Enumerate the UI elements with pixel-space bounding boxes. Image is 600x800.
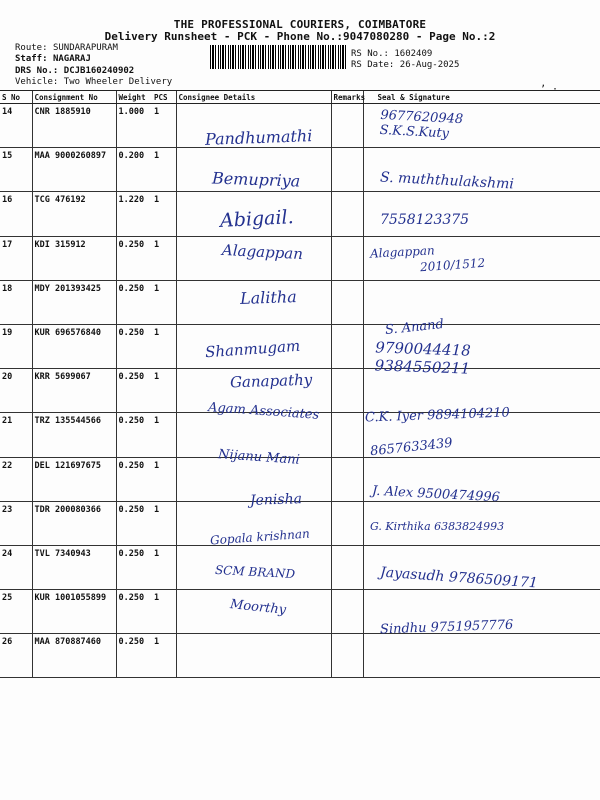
consignee-handwritten-name: Jenisha (249, 491, 303, 509)
col-consignment: Consignment No (32, 91, 116, 104)
consignee-handwritten-name: Gopala krishnan (209, 526, 311, 548)
row-pcs: 1 (152, 280, 176, 324)
consignee-handwritten-name: Lalitha (239, 287, 297, 308)
row-consignment: KUR 1001055899 (32, 590, 116, 634)
rs-date-line: RS Date: 26-Aug-2025 (351, 60, 460, 70)
table-row (0, 634, 600, 678)
row-remarks (331, 413, 363, 457)
row-pcs: 1 (152, 590, 176, 634)
receiver-signature: 9677620948 S.K.S.Kuty (379, 107, 464, 142)
receiver-signature: Alagappan (369, 243, 436, 261)
row-weight: 1.000 (116, 104, 152, 148)
row-sno: 14 (0, 104, 32, 148)
row-pcs: 1 (152, 634, 176, 678)
consignee-handwritten-name: Bemupriya (211, 168, 301, 191)
row-sno: 20 (0, 369, 32, 413)
receiver-signature: C.K. Iyer 9894104210 (364, 405, 511, 426)
row-consignment: MAA 9000260897 (32, 148, 116, 192)
receiver-signature: S. Anand (384, 316, 445, 339)
row-pcs: 1 (152, 545, 176, 589)
col-sno: S No (0, 91, 32, 104)
company-name: THE PROFESSIONAL COURIERS, COIMBATORE (173, 18, 427, 31)
receiver-signature: S. muththulakshmi (379, 169, 515, 193)
vehicle-value: Two Wheeler Delivery (63, 77, 173, 87)
row-weight: 0.250 (116, 280, 152, 324)
row-sno: 24 (0, 545, 32, 589)
row-weight: 0.250 (116, 457, 152, 501)
row-weight: 0.250 (116, 413, 152, 457)
row-consignment: KDI 315912 (32, 236, 116, 280)
staff-value: NAGARAJ (52, 54, 91, 64)
row-sno: 16 (0, 192, 32, 236)
row-consignment: MAA 870887460 (32, 634, 116, 678)
row-pcs: 1 (152, 369, 176, 413)
col-remarks: Remarks (331, 91, 363, 104)
row-sno: 18 (0, 280, 32, 324)
row-sno: 15 (0, 148, 32, 192)
col-weight: Weight (116, 91, 152, 104)
row-weight: 0.250 (116, 634, 152, 678)
row-remarks (331, 280, 363, 324)
row-weight: 1.220 (116, 192, 152, 236)
row-weight: 0.250 (116, 590, 152, 634)
barcode (210, 45, 347, 69)
row-sno: 23 (0, 501, 32, 545)
row-pcs: 1 (152, 236, 176, 280)
row-sno: 26 (0, 634, 32, 678)
receiver-signature: Sindhu 9751957776 (379, 617, 514, 638)
consignee-handwritten-name: SCM BRAND (214, 562, 296, 582)
row-weight: 0.250 (116, 545, 152, 589)
row-remarks (331, 545, 363, 589)
pen-mark: ʼ · (540, 84, 559, 95)
row-signature (363, 634, 600, 678)
route-line: Route: SUNDARAPURAM (15, 43, 118, 53)
table-row (0, 280, 600, 324)
row-remarks (331, 104, 363, 148)
row-sno: 22 (0, 457, 32, 501)
row-sno: 21 (0, 413, 32, 457)
row-remarks (331, 634, 363, 678)
row-consignment: TCG 476192 (32, 192, 116, 236)
table-row (0, 192, 600, 236)
drs-value: DCJB160240902 (63, 66, 135, 76)
row-pcs: 1 (152, 457, 176, 501)
receiver-signature: G. Kirthika 6383824993 (370, 520, 505, 533)
receiver-signature: 9790044418 9384550211 (374, 338, 472, 378)
staff-line: Staff: NAGARAJ (15, 54, 91, 64)
row-consignment: TVL 7340943 (32, 545, 116, 589)
receiver-signature: J. Alex 9500474996 (371, 483, 501, 506)
receiver-signature: 7558123375 (380, 212, 470, 228)
receiver-signature: 8657633439 (369, 435, 454, 460)
row-consignment: TDR 200080366 (32, 501, 116, 545)
consignee-handwritten-name: Nijanu Mani (217, 447, 301, 468)
row-sno: 17 (0, 236, 32, 280)
consignee-handwritten-name: Shanmugam (204, 336, 301, 362)
row-pcs: 1 (152, 104, 176, 148)
runsheet-title: Delivery Runsheet - PCK - Phone No.:9047080280 - Page No.:2 (104, 30, 496, 43)
rs-no-value: 1602409 (394, 49, 433, 59)
row-consignee (176, 634, 331, 678)
row-weight: 0.250 (116, 501, 152, 545)
consignee-handwritten-name: Pandhumathi (204, 126, 313, 149)
row-consignment: KRR 5699067 (32, 369, 116, 413)
row-consignment: MDY 201393425 (32, 280, 116, 324)
row-remarks (331, 324, 363, 368)
row-remarks (331, 148, 363, 192)
row-weight: 0.250 (116, 236, 152, 280)
row-sno: 25 (0, 590, 32, 634)
receiver-signature: Jayasudh 9786509171 (379, 564, 539, 592)
consignee-handwritten-name: Agam Associates (207, 400, 320, 423)
row-consignment: DEL 121697675 (32, 457, 116, 501)
row-sno: 19 (0, 324, 32, 368)
consignee-handwritten-name: Abigail. (219, 206, 295, 232)
col-pcs: PCS (152, 91, 176, 104)
table-header-row (0, 91, 600, 104)
consignee-handwritten-name: Ganapathy (229, 370, 313, 392)
row-weight: 0.250 (116, 369, 152, 413)
row-pcs: 1 (152, 501, 176, 545)
vehicle-line: Vehicle: Two Wheeler Delivery (15, 77, 173, 87)
receiver-signature: 2010/1512 (419, 255, 486, 275)
row-consignment: KUR 696576840 (32, 324, 116, 368)
consignee-handwritten-name: Moorthy (229, 597, 287, 618)
rs-date-value: 26-Aug-2025 (399, 60, 460, 70)
col-seal: Seal & Signature (363, 91, 600, 104)
row-pcs: 1 (152, 413, 176, 457)
row-signature (363, 280, 600, 324)
row-consignment: TRZ 135544566 (32, 413, 116, 457)
row-remarks (331, 236, 363, 280)
row-pcs: 1 (152, 192, 176, 236)
consignee-handwritten-name: Alagappan (221, 240, 304, 264)
row-weight: 0.250 (116, 324, 152, 368)
row-remarks (331, 457, 363, 501)
row-pcs: 1 (152, 148, 176, 192)
row-remarks (331, 501, 363, 545)
row-remarks (331, 590, 363, 634)
row-consignment: CNR 1885910 (32, 104, 116, 148)
col-consignee: Consignee Details (176, 91, 331, 104)
row-weight: 0.200 (116, 148, 152, 192)
drs-line: DRS No.: DCJB160240902 (15, 66, 135, 76)
row-remarks (331, 192, 363, 236)
row-remarks (331, 369, 363, 413)
rs-no-line: RS No.: 1602409 (351, 49, 433, 59)
route-value: SUNDARAPURAM (52, 43, 118, 53)
row-pcs: 1 (152, 324, 176, 368)
